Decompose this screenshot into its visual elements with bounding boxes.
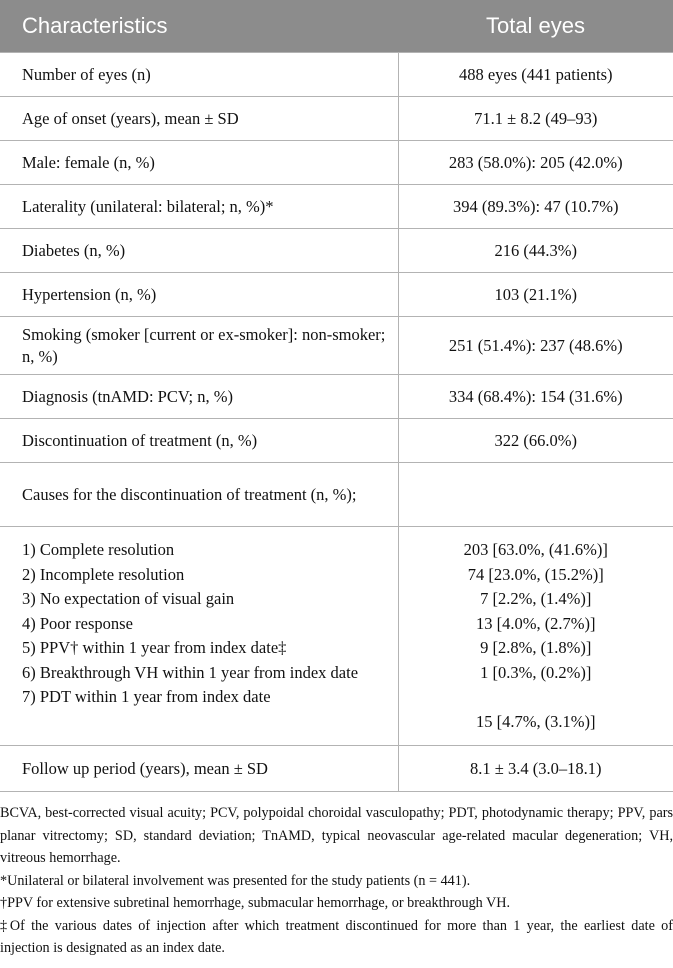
causes-labels (0, 527, 398, 746)
row-value: 322 (66.0%) (398, 419, 673, 463)
row-label: Smoking (smoker [current or ex-smoker]: non-smoker; n, %) (0, 317, 398, 375)
table-row (0, 185, 673, 229)
cause-label: 3) No expectation of visual gain (22, 589, 235, 608)
row-label: Number of eyes (n) (0, 53, 398, 97)
row-label: Age of onset (years), mean ± SD (0, 97, 398, 141)
row-label: Laterality (unilateral: bilateral; n, %)* (0, 185, 398, 229)
table-header-row (0, 0, 673, 53)
row-value: 283 (58.0%): 205 (42.0%) (398, 141, 673, 185)
row-value: 71.1 ± 8.2 (49–93) (398, 97, 673, 141)
cause-label: 4) Poor response (22, 613, 133, 633)
cause-label: 2) Incomplete resolution (22, 564, 185, 584)
row-value: 394 (89.3%): 47 (10.7%) (398, 185, 673, 229)
table-row (0, 97, 673, 141)
table-row (0, 273, 673, 317)
table-row (0, 141, 673, 185)
table-row (0, 53, 673, 97)
cause-value: 7 [2.2%, (1.4%)] (480, 589, 592, 608)
causes-values (398, 527, 673, 746)
cause-value: 1 [0.3%, (0.2%)] (480, 662, 592, 682)
cause-value: 74 [23.0%, (15.2%)] (467, 564, 604, 584)
footnote-dagger: †PPV for extensive subretinal hemorrhage, submacular hemorrhage, or breakthrough VH. (0, 895, 511, 911)
row-label: Diagnosis (tnAMD: PCV; n, %) (0, 375, 398, 419)
row-label: Male: female (n, %) (0, 141, 398, 185)
row-value: 251 (51.4%): 237 (48.6%) (398, 317, 673, 375)
header-total-eyes: Total eyes (398, 0, 673, 53)
footnote-star: *Unilateral or bilateral involvement was presented for the study patients (n = 441). (0, 872, 471, 889)
cause-label: 5) PPV† within 1 year from index date‡ (22, 638, 287, 657)
row-value: 8.1 ± 3.4 (3.0–18.1) (398, 746, 673, 792)
cause-label: 7) PDT within 1 year from index date (22, 687, 271, 706)
cause-value: 203 [63.0%, (41.6%)] (463, 540, 608, 559)
row-value: 334 (68.4%): 154 (31.6%) (398, 375, 673, 419)
cause-value: 9 [2.8%, (1.8%)] (480, 638, 592, 657)
table-row (0, 746, 673, 792)
footnote-abbreviations: BCVA, best-corrected visual acuity; PCV, polypoidal choroidal vasculopathy; PDT, photodynamic therapy; PPV, pars planar vitrectomy; SD, standard deviation; TnAMD, typical neovascular age-related macular degeneration; VH, vitreous hemorrhage. (0, 805, 673, 866)
table-row (0, 463, 673, 527)
table-row (0, 317, 673, 375)
table-row (0, 375, 673, 419)
row-value (398, 463, 673, 527)
row-label: Hypertension (n, %) (0, 273, 398, 317)
row-value: 216 (44.3%) (398, 229, 673, 273)
causes-list-row (0, 527, 673, 746)
row-label: Discontinuation of treatment (n, %) (0, 419, 398, 463)
cause-label: 1) Complete resolution (22, 540, 175, 559)
row-value: 488 eyes (441 patients) (398, 53, 673, 97)
footnote-double-dagger: ‡Of the various dates of injection after which treatment discontinued for more than 1 year, the earliest date of injection is designated as an index date. (0, 917, 673, 956)
row-value: 103 (21.1%) (398, 273, 673, 317)
table-row (0, 229, 673, 273)
table-row (0, 419, 673, 463)
footnotes (0, 792, 673, 960)
row-label: Diabetes (n, %) (0, 229, 398, 273)
header-characteristics: Characteristics (0, 0, 398, 53)
row-label: Causes for the discontinuation of treatment (n, %); (0, 463, 398, 527)
cause-value: 13 [4.0%, (2.7%)] (475, 613, 596, 633)
cause-value: 15 [4.7%, (3.1%)] (475, 711, 596, 731)
row-label: Follow up period (years), mean ± SD (0, 746, 398, 792)
cause-label: 6) Breakthrough VH within 1 year from index date (22, 662, 359, 682)
